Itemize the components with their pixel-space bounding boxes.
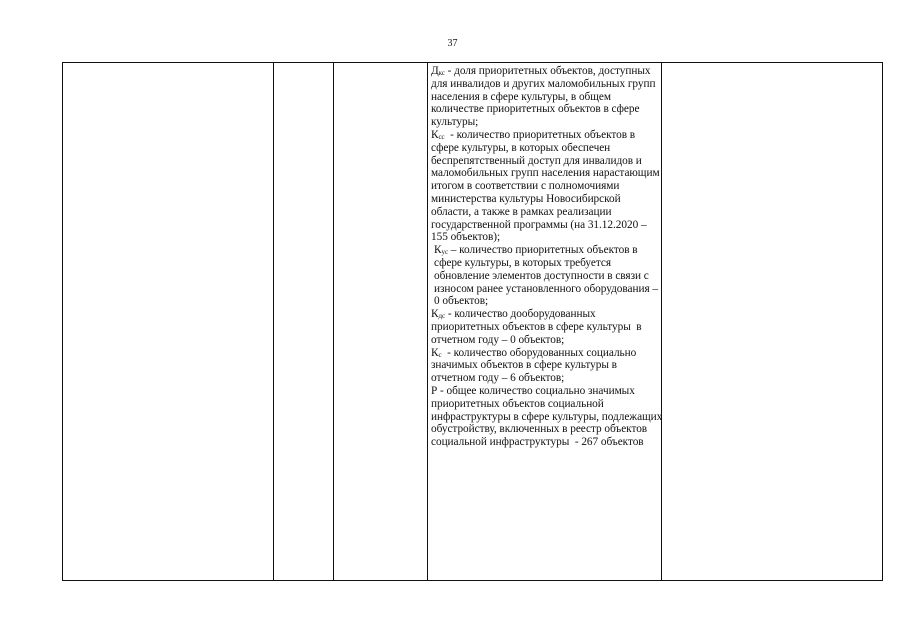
definition-d-kc: $Д_{кс}$ - доля приоритетных объектов, доступных для инвалидов и других маломобильных групп населения в сфере культуры, в общем количестве приоритетных объектов в сфере культуры; bbox=[431, 65, 659, 129]
definition-k-yc: $К_{ус}$ – количество приоритетных объектов в сфере культуры, в которых требуется обновление элементов доступности в связи с износом ранее установленного оборудования – 0 объектов; bbox=[434, 244, 661, 308]
definition-k-cc: $К_{сс}$ - количество приоритетных объектов в сфере культуры, в которых обеспечен беспрепятственный доступ для инвалидов и маломобильных групп населения нарастающим итогом в соответствии с полномочиями министерства культуры Новосибирской области, а также в рамках реализации государственной программы (на 31.12.2020 – 155 объектов); bbox=[431, 128, 663, 244]
column-divider-1 bbox=[273, 63, 274, 580]
definition-k-dc: $К_{дс}$ - количество дооборудованных приоритетных объектов в сфере культуры в отчетном году – 0 объектов; bbox=[431, 308, 645, 346]
definition-p: Р - общее количество социально значимых приоритетных объектов социальной инфраструктуры в сфере культуры, подлежащих обустройству, включенных в реестр объектов социальной инфраструктуры - 267 объектов bbox=[431, 384, 666, 449]
calculation-method-cell bbox=[431, 65, 666, 449]
column-divider-3 bbox=[427, 63, 428, 580]
column-divider-2 bbox=[333, 63, 334, 580]
definition-k-c: $К_с$ - количество оборудованных социально значимых объектов в сфере культуры в отчетном году – 6 объектов; bbox=[431, 346, 640, 385]
indicator-table bbox=[62, 62, 883, 581]
page-number: 37 bbox=[447, 38, 458, 49]
